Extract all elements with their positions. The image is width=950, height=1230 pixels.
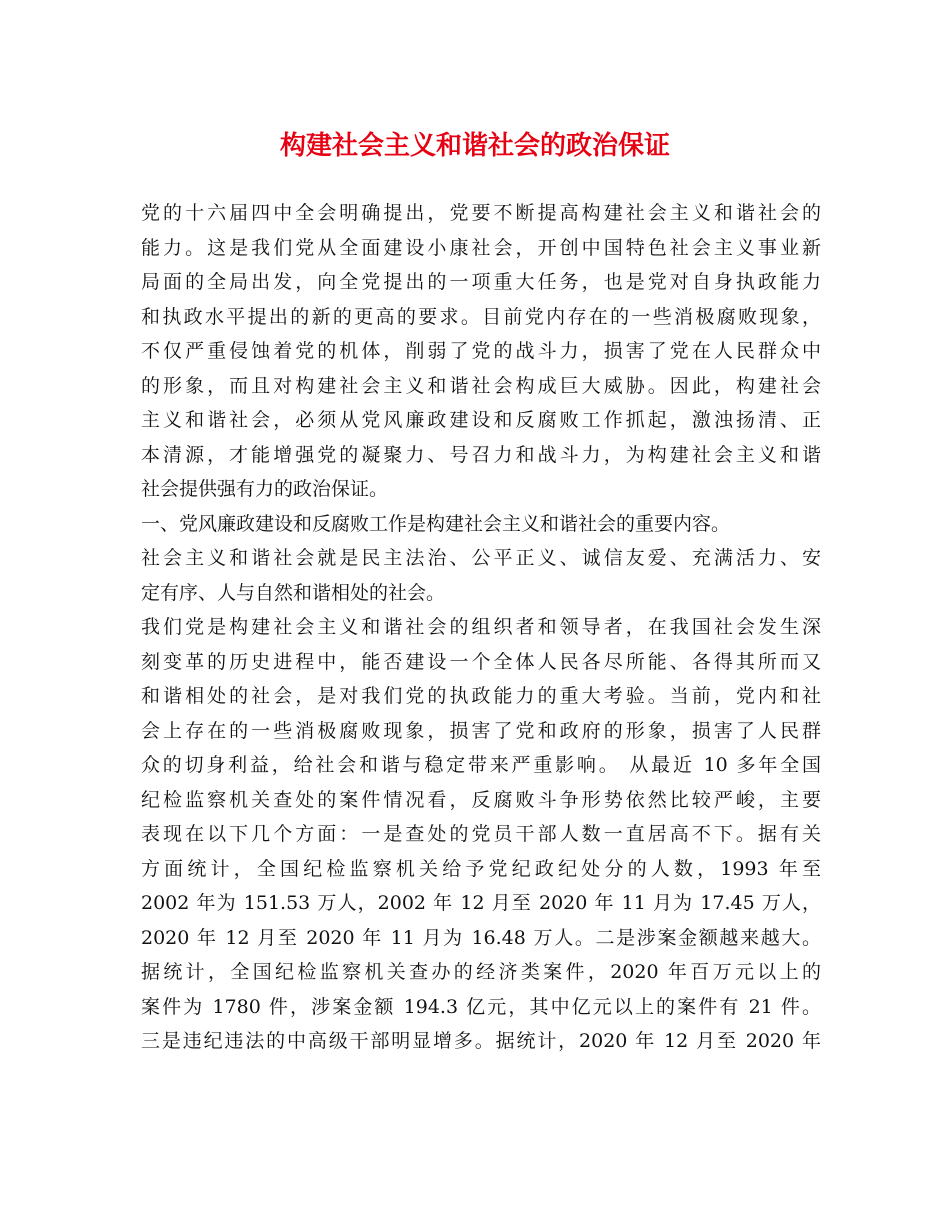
body-text-line: 案件为 1780 件，涉案金额 194.3 亿元，其中亿元以上的案件有 21 件。 [141,995,821,1018]
body-text-line: 能力。这是我们党从全面建设小康社会，开创中国特色社会主义事业新 [141,236,821,259]
body-text-line: 不仅严重侵蚀着党的机体，削弱了党的战斗力，损害了党在人民群众中 [141,340,821,362]
body-text-line: 方面统计，全国纪检监察机关给予党纪政纪处分的人数，1993 年至 [141,857,821,880]
document-title: 构建社会主义和谐社会的政治保证 [279,131,670,161]
body-text-line: 和执政水平提出的新的更高的要求。目前党内存在的一些消极腐败现象， [141,305,821,328]
document-body [141,196,821,1059]
body-text-line: 一、党风廉政建设和反腐败工作是构建社会主义和谐社会的重要内容。 [141,512,731,535]
body-text-line: 的形象，而且对构建社会主义和谐社会构成巨大威胁。因此，构建社会 [141,374,821,397]
body-text-line: 众的切身利益，给社会和谐与稳定带来严重影响。 从最近 10 多年全国 [141,754,821,776]
body-text-line: 据统计，全国纪检监察机关查办的经济类案件，2020 年百万元以上的 [141,961,821,983]
body-text-line: 会上存在的一些消极腐败现象，损害了党和政府的形象，损害了人民群 [141,719,821,742]
body-text-line: 2002 年为 151.53 万人，2002 年 12 月至 2020 年 11 月为 17.45 万人， [141,892,821,914]
body-text-line: 纪检监察机关查处的案件情况看，反腐败斗争形势依然比较严峻，主要 [141,788,821,811]
body-text-line: 定有序、人与自然和谐相处的社会。 [141,581,446,604]
body-text-line: 党的十六届四中全会明确提出，党要不断提高构建社会主义和谐社会的 [141,202,821,224]
body-text-line: 社会主义和谐社会就是民主法治、公平正义、诚信友爱、充满活力、安 [141,547,821,569]
body-text-line: 2020 年 12 月至 2020 年 11 月为 16.48 万人。二是涉案金额越来越大。 [141,926,821,949]
body-text-line: 刻变革的历史进程中，能否建设一个全体人民各尽所能、各得其所而又 [141,650,821,673]
body-text-line: 社会提供强有力的政治保证。 [141,478,389,500]
body-text-line: 局面的全局出发，向全党提出的一项重大任务，也是党对自身执政能力 [141,271,821,293]
body-text-line: 主义和谐社会，必须从党风廉政建设和反腐败工作抓起，激浊扬清、正 [141,409,821,431]
body-text-line: 三是违纪违法的中高级干部明显增多。据统计，2020 年 12 月至 2020 年 [141,1030,821,1052]
body-text-line: 和谐相处的社会，是对我们党的执政能力的重大考验。当前，党内和社 [141,685,821,707]
body-text-line: 本清源，才能增强党的凝聚力、号召力和战斗力，为构建社会主义和谐 [141,443,821,466]
body-text-line: 表现在以下几个方面：一是查处的党员干部人数一直居高不下。据有关 [141,823,821,845]
body-text-line: 我们党是构建社会主义和谐社会的组织者和领导者，在我国社会发生深 [141,616,821,638]
